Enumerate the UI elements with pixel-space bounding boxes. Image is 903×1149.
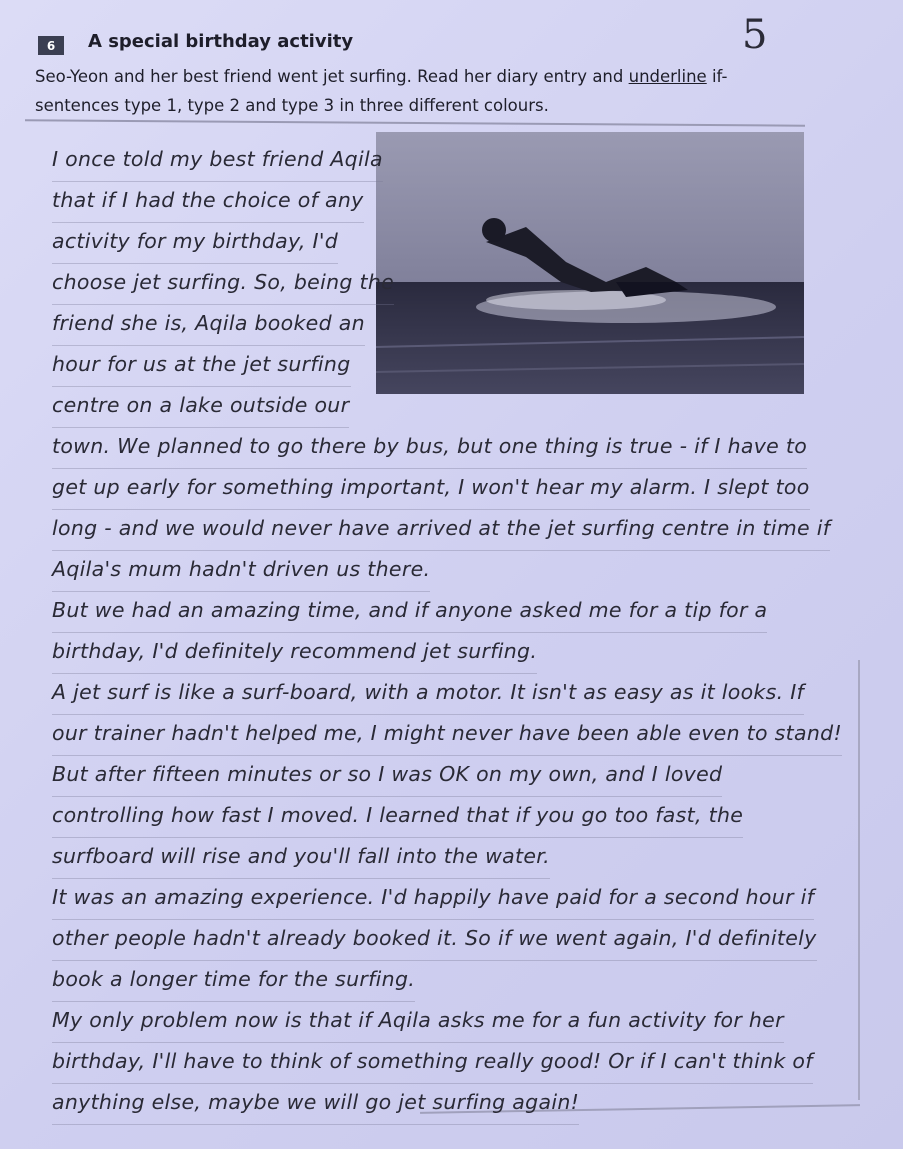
- jet-surfer-illustration: [376, 132, 804, 394]
- instructions-text-2: if-sentences type 1, type 2 and type 3 in three different colours.: [35, 67, 728, 115]
- diary-line: surfboard will rise and you'll fall into the water.: [52, 835, 550, 879]
- diary-line: Aqila's mum hadn't driven us there.: [52, 548, 430, 592]
- instructions: [35, 62, 795, 120]
- handwritten-score-mark: 5: [742, 12, 768, 58]
- exercise-title: A special birthday activity: [88, 31, 354, 52]
- diary-line: book a longer time for the surfing.: [52, 958, 415, 1002]
- diary-line: A jet surf is like a surf-board, with a motor. It isn't as easy as it looks. If: [52, 671, 804, 715]
- diary-line: activity for my birthday, I'd: [52, 220, 338, 264]
- diary-right-border: [858, 660, 860, 1100]
- diary-line: birthday, I'd definitely recommend jet surfing.: [52, 630, 537, 674]
- diary-line: But after fifteen minutes or so I was OK on my own, and I loved: [52, 753, 722, 797]
- diary-line: friend she is, Aqila booked an: [52, 302, 365, 346]
- diary-line: controlling how fast I moved. I learned that if you go too fast, the: [52, 794, 743, 838]
- diary-line: long - and we would never have arrived at the jet surfing centre in time if: [52, 507, 830, 551]
- instructions-underlined-word: underline: [628, 67, 707, 86]
- diary-line: My only problem now is that if Aqila asks me for a fun activity for her: [52, 999, 784, 1043]
- jet-surfing-photo: [376, 132, 804, 394]
- diary-line: hour for us at the jet surfing: [52, 343, 351, 387]
- diary-line: I once told my best friend Aqila: [52, 138, 383, 182]
- exercise-number-badge: 6: [38, 36, 64, 55]
- diary-line: our trainer hadn't helped me, I might never have been able even to stand!: [52, 712, 842, 756]
- diary-line: But we had an amazing time, and if anyone asked me for a tip for a: [52, 589, 767, 633]
- diary-line: other people hadn't already booked it. So if we went again, I'd definitely: [52, 917, 817, 961]
- diary-top-border: [25, 119, 805, 126]
- diary-line: that if I had the choice of any: [52, 179, 364, 223]
- diary-line: get up early for something important, I won't hear my alarm. I slept too: [52, 466, 810, 510]
- instructions-text-1: Seo-Yeon and her best friend went jet surfing. Read her diary entry and: [35, 67, 629, 86]
- diary-line: It was an amazing experience. I'd happily have paid for a second hour if: [52, 876, 814, 920]
- diary-line: town. We planned to go there by bus, but one thing is true - if I have to: [52, 425, 807, 469]
- diary-line: choose jet surfing. So, being the: [52, 261, 394, 305]
- diary-line: anything else, maybe we will go jet surfing again!: [52, 1081, 579, 1125]
- diary-line: centre on a lake outside our: [52, 384, 349, 428]
- diary-line: birthday, I'll have to think of something really good! Or if I can't think of: [52, 1040, 813, 1084]
